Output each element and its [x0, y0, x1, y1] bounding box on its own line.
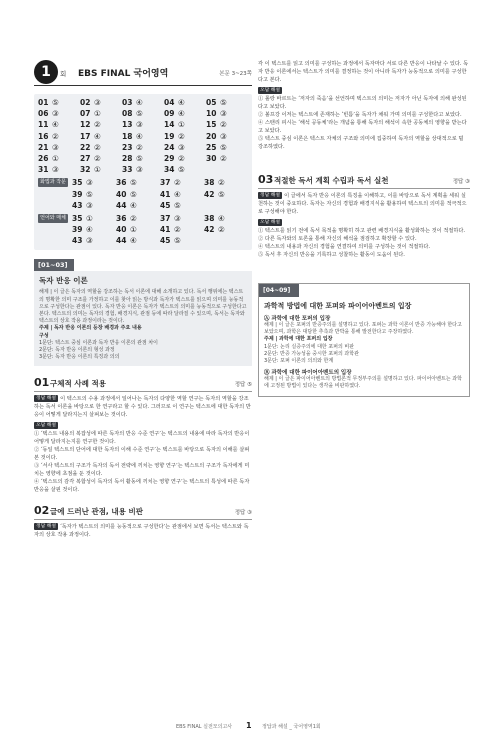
answer-cell	[80, 164, 122, 175]
passage2-sub-b-body: 해제 | 이 글은 파이어아벤트의 방법론적 무정부주의를 설명하고 있다. 파이어아벤트는 과학에 고정된 방법이 있다는 생각을 비판하였다.	[264, 376, 462, 390]
wrong-label: 오답 해설	[36, 423, 57, 429]
answer-cell	[164, 119, 206, 130]
footer-left: EBS FINAL 실전모의고사	[176, 724, 233, 730]
answer-question-number: 42	[204, 225, 215, 235]
question-answer: 정답 ③	[234, 510, 252, 517]
answer-question-number: 38	[204, 213, 215, 223]
answer-cell	[80, 142, 122, 153]
wrong-item: ② 볼프강 이저는 텍스트에 존재하는 ‘빈틈’을 독자가 채워 가며 의미를 구성한다고 보았다.	[258, 112, 462, 118]
answer-choice: ⑤	[174, 200, 181, 210]
answer-choice: ④	[52, 120, 59, 130]
answer-cell	[160, 213, 204, 224]
answer-question-number: 42	[204, 189, 215, 199]
answer-choice: ④	[130, 200, 137, 210]
answer-cell	[164, 97, 206, 108]
page-range: 본문 3~23쪽	[219, 71, 252, 77]
answer-question-number: 45	[160, 200, 171, 210]
answer-question-number: 43	[72, 200, 83, 210]
answer-question-number: 32	[80, 165, 91, 175]
answer-question-number: 01	[38, 98, 49, 107]
answer-cell	[164, 153, 206, 164]
answer-choice: ④	[218, 213, 225, 223]
explanation-label: 정답 해설	[36, 524, 57, 530]
exam-header	[34, 60, 252, 86]
answer-choice: ⑤	[130, 178, 137, 188]
explanation-label: 정답 해설	[36, 396, 57, 402]
answer-choice: ②	[94, 120, 101, 130]
explanation-body: 이 글에서 독자 반응 이론의 특징을 이해하고, 이를 바탕으로 독서 계획을 세워 실천하는 것이 중요하다. 독자는 자신의 경험과 배경지식을 활용하여 텍스트의 의미를 적극적으로 구성해야 한다.	[258, 193, 467, 215]
continued-text: 각 이 텍스트를 읽고 의미를 구성하는 과정에서 독자마다 서로 다른 반응이 나타날 수 있다. 독자 반응 이론에서는 텍스트가 의미를 결정하는 것이 아니라 독자가 능동적으로 의미를 구성한다고 본다.	[258, 61, 469, 83]
passage2-structure-item: 1문단: 논리 실증주의에 대한 포퍼의 비판	[264, 343, 355, 350]
wrong-explanation	[258, 87, 470, 151]
answer-question-number: 23	[122, 142, 133, 152]
answer-choice: ④	[94, 131, 101, 141]
question-title: 글에 드러난 관점, 내용 비판	[50, 507, 143, 517]
answer-choice: ①	[130, 225, 137, 235]
answer-cell	[206, 108, 248, 119]
answer-question-number: 26	[38, 153, 49, 163]
answer-grid-language-media	[72, 213, 248, 247]
passage2-range-label: [04~09]	[259, 284, 299, 297]
passage-body: 해제 | 이 글은 독자의 역할을 강조하는 독서 이론에 대해 소개하고 있다. 독서 행위에는 텍스트의 명확한 의미 구조를 가정하고 이를 찾아 읽는 방식과 독자가 텍스트를 읽으며 의미를 능동적으로 구성한다는 관점이 있다. 독자 반응 이론은 독자가 텍스트의 의미를 능동적으로 구성한다고 본다. 텍스트의 의미는 독자의 경험, 배경지식, 관점 등에 따라 달라질 수 있으며, 독서는 독자와 텍스트의 상호 작용 과정이라는 것이다.	[39, 289, 247, 325]
passage2-structure-item: 2문단: 반증 가능성을 중시한 포퍼의 과학관	[264, 350, 359, 357]
passage-theme: 주제 | 독자 반응 이론의 등장 배경과 주요 내용	[39, 325, 142, 332]
answer-cell	[204, 224, 248, 235]
answer-choice: ④	[136, 131, 143, 141]
answer-cell	[38, 131, 80, 142]
passage2-box	[258, 283, 470, 397]
answer-question-number: 06	[38, 109, 49, 119]
answer-choice: ⑤	[130, 189, 137, 199]
wrong-label: 오답 해설	[260, 220, 281, 225]
left-column	[34, 60, 252, 539]
answer-question-number: 31	[38, 165, 49, 175]
question-number: 01	[34, 376, 50, 390]
answer-question-number: 08	[122, 109, 133, 119]
answer-cell	[122, 164, 164, 175]
answer-question-number: 44	[116, 236, 127, 246]
answer-cell	[80, 119, 122, 130]
answer-cell	[116, 189, 160, 200]
answer-cell	[160, 224, 204, 235]
answer-cell	[80, 108, 122, 119]
answer-choice: ④	[136, 98, 143, 107]
answer-section-a	[38, 177, 248, 211]
answer-choice: ②	[94, 142, 101, 152]
answer-question-number: 21	[38, 142, 49, 152]
answer-choice: ⑤	[52, 98, 59, 107]
answer-choice: ④	[130, 236, 137, 246]
passage2-inner	[259, 297, 469, 396]
answer-cell	[122, 119, 164, 130]
answer-cell	[38, 108, 80, 119]
answer-cell	[122, 97, 164, 108]
answer-question-number: 12	[80, 120, 91, 130]
passage-structure-item: 2문단: 독자 반응 이론의 형성 과정	[39, 347, 115, 354]
answer-question-number: 02	[80, 98, 91, 107]
answer-cell	[38, 164, 80, 175]
answer-cell	[122, 153, 164, 164]
round-suffix: 회	[60, 70, 67, 78]
answer-question-number: 11	[38, 120, 49, 130]
passage2-sub-a: Ⓐ 과학에 대한 포퍼의 입장	[264, 316, 331, 322]
exam-title	[78, 66, 168, 79]
answer-choice: ①	[52, 153, 59, 163]
explanation-body: 이 텍스트의 수용 과정에서 일어나는 독자의 다양한 역할 연구는 독자의 역할을 강조하는 독서 이론을 바탕으로 한 연구라고 할 수 있다. 그러므로 이 연구는 텍스트에 대한 독자의 반응이 어떻게 달라지는지 살펴보는 것이다.	[34, 396, 251, 419]
answer-choice: ③	[178, 142, 185, 152]
answer-choice: ③	[86, 200, 93, 210]
section-tag-speech-writing: 화법과 작문	[38, 178, 68, 187]
answer-grid-speech-writing	[72, 177, 248, 211]
wrong-item: ① 롤랑 바르트는 ‘저자의 죽음’을 선언하며 텍스트의 의미는 저자가 아닌 독자에 의해 완성된다고 보았다.	[258, 96, 467, 110]
answer-cell	[160, 177, 204, 188]
wrong-explanation	[258, 219, 470, 259]
question-title: 구체적 사례 적용	[50, 379, 106, 389]
answer-choice: ⑤	[178, 165, 185, 175]
answer-question-number: 04	[164, 98, 175, 107]
answer-cell	[116, 235, 160, 246]
answer-question-number: 03	[122, 98, 133, 107]
answer-cell	[204, 177, 248, 188]
answer-question-number: 40	[116, 225, 127, 235]
explanation-text	[34, 523, 252, 539]
answer-question-number: 20	[206, 131, 217, 141]
answer-question-number: 38	[204, 178, 215, 188]
passage2-sub-b: Ⓑ 과학에 대한 파이어아벤트의 입장	[264, 370, 352, 377]
page-footer	[0, 723, 500, 735]
answer-choice: ⑤	[218, 189, 225, 199]
wrong-item: ① 텍스트를 읽기 전에 독서 목적을 명확히 하고 관련 배경지식을 활성화하는 것이 적절하다.	[258, 228, 466, 234]
footer-page-number: 1	[246, 721, 252, 730]
wrong-item: ⑤ 독서 후 자신의 반응을 기록하고 성찰하는 활동이 도움이 된다.	[258, 252, 405, 258]
answer-question-number: 37	[160, 213, 171, 223]
answer-question-number: 27	[80, 153, 91, 163]
answer-cell	[38, 97, 80, 108]
answer-question-number: 25	[206, 142, 217, 152]
answer-cell	[80, 131, 122, 142]
answer-question-number: 10	[206, 109, 217, 119]
answer-question-number: 37	[160, 178, 171, 188]
answer-cell	[72, 235, 116, 246]
answer-choice: ①	[94, 165, 101, 175]
answer-choice: ②	[94, 153, 101, 163]
answer-cell	[116, 213, 160, 224]
answer-question-number: 14	[164, 120, 175, 130]
answer-question-number: 41	[160, 189, 171, 199]
answer-choice: ③	[94, 98, 101, 107]
answer-choice: ②	[218, 178, 225, 188]
exam-title-subject: 국어영역	[133, 69, 169, 79]
wrong-item: ② 다른 독자와의 토론을 통해 자신의 해석을 점검하고 확장할 수 있다.	[258, 236, 417, 242]
answer-choice: ⑤	[174, 236, 181, 246]
answer-table	[34, 94, 252, 250]
answer-question-number: 15	[206, 120, 217, 130]
wrong-item: ④ ‘텍스트의 감각 복합성이 독자의 독서 활동에 끼치는 영향 연구’는 텍스트의 특성에 따른 독자 반응을 살핀 것이다.	[34, 479, 250, 494]
answer-choice: ⑤	[220, 98, 227, 107]
answer-question-number: 40	[116, 189, 127, 199]
answer-cell	[164, 108, 206, 119]
answer-choice: ②	[174, 178, 181, 188]
answer-question-number: 36	[116, 213, 127, 223]
passage-summary-box	[34, 271, 252, 366]
answer-cell	[160, 200, 204, 211]
answer-choice: ③	[52, 142, 59, 152]
passage-structure-label: 구성	[39, 332, 49, 339]
answer-question-number: 41	[160, 225, 171, 235]
answer-choice: ②	[218, 225, 225, 235]
answer-question-number: 35	[72, 178, 83, 188]
answer-choice: ⑤	[86, 189, 93, 199]
answer-choice: ③	[220, 109, 227, 119]
answer-cell	[38, 119, 80, 130]
answer-cell	[38, 153, 80, 164]
answer-question-number: 44	[116, 200, 127, 210]
answer-cell	[204, 189, 248, 200]
question-header	[34, 504, 252, 520]
answer-question-number: 33	[122, 165, 133, 175]
answer-choice: ③	[86, 236, 93, 246]
question-answer: 정답 ⑤	[234, 382, 252, 389]
answer-cell	[122, 108, 164, 119]
round-number-badge: 1	[34, 60, 58, 84]
answer-choice: ③	[52, 165, 59, 175]
passage-structure-item: 3문단: 독자 반응 이론의 특징과 의의	[39, 354, 120, 361]
answer-cell	[204, 213, 248, 224]
wrong-item: ① ‘텍스트 내용의 복잡성에 따른 독자의 반응 수준 연구’는 텍스트의 내용에 따라 독자의 반응이 어떻게 달라지는지를 연구한 것이다.	[34, 431, 250, 446]
answer-choice: ②	[52, 131, 59, 141]
question-answer: 정답 ③	[452, 179, 470, 185]
answer-cell	[116, 177, 160, 188]
answer-question-number: 07	[80, 109, 91, 119]
answer-cell	[164, 142, 206, 153]
answer-choice: ⑤	[220, 142, 227, 152]
answer-question-number: 28	[122, 153, 133, 163]
section-tag-language-media: 언어와 매체	[38, 214, 68, 223]
answer-cell	[160, 235, 204, 246]
answer-cell	[164, 131, 206, 142]
answer-choice: ②	[220, 120, 227, 130]
question-header	[34, 376, 252, 392]
passage2-sub-a-theme: 주제 | 과학에 대한 포퍼의 입장	[264, 336, 333, 343]
wrong-explanation	[34, 422, 252, 494]
wrong-label: 오답 해설	[260, 88, 281, 93]
passage2-sub-a-body: 해제 | 이 글은 포퍼의 반증주의를 설명하고 있다. 포퍼는 과학 이론이 반증 가능해야 한다고 보았으며, 과학은 대담한 추측과 반박을 통해 발전한다고 주장하였다.	[264, 322, 462, 336]
answer-question-number: 39	[72, 189, 83, 199]
question-title: 적절한 독서 계획 수립과 독서 실천	[274, 176, 389, 185]
answer-cell	[122, 131, 164, 142]
passage-title: 독자 반응 이론	[39, 276, 88, 286]
answer-choice: ④	[86, 225, 93, 235]
answer-choice: ②	[130, 213, 137, 223]
answer-choice: ③	[220, 131, 227, 141]
answer-cell	[122, 142, 164, 153]
answer-choice: ②	[220, 153, 227, 163]
answer-question-number: 17	[80, 131, 91, 141]
answer-cell	[204, 200, 248, 211]
question-number: 02	[34, 504, 50, 518]
answer-choice: ①	[86, 213, 93, 223]
answer-cell	[72, 177, 116, 188]
answer-choice: ⑤	[136, 109, 143, 119]
footer-right: 정답과 해설 _ 국어영역1회	[262, 724, 321, 730]
answer-cell	[72, 200, 116, 211]
answer-question-number: 16	[38, 131, 49, 141]
explanation-label: 정답 해설	[260, 193, 281, 198]
explanation-text	[34, 395, 252, 419]
explanation-text	[258, 192, 470, 216]
answer-question-number: 22	[80, 142, 91, 152]
answer-cell	[116, 224, 160, 235]
passage2-structure-item: 3문단: 포퍼 이론의 의의와 한계	[264, 358, 334, 365]
answer-cell	[206, 164, 248, 175]
answer-question-number: 18	[122, 131, 133, 141]
answer-question-number: 05	[206, 98, 217, 107]
wrong-item: ④ 텍스트의 내용과 자신의 경험을 연결하여 의미를 구성하는 것이 적절하다.	[258, 244, 431, 250]
answer-cell	[206, 131, 248, 142]
question-number: 03	[258, 173, 274, 186]
answer-question-number: 36	[116, 178, 127, 188]
answer-question-number: 13	[122, 120, 133, 130]
answer-question-number: 35	[72, 213, 83, 223]
answer-choice: ④	[174, 189, 181, 199]
exam-title-prefix: EBS FINAL	[78, 69, 131, 79]
answer-question-number: 29	[164, 153, 175, 163]
answer-cell	[206, 153, 248, 164]
passage-range-label: [01~03]	[34, 259, 74, 271]
wrong-item: ④ 스탠리 피시는 ‘해석 공동체’라는 개념을 통해 독자의 해석이 속한 공동체의 영향을 받는다고 보았다.	[258, 120, 467, 134]
answer-cell	[72, 224, 116, 235]
answer-cell	[164, 164, 206, 175]
answer-question-number: 34	[164, 165, 175, 175]
answer-choice: ⑤	[136, 153, 143, 163]
answer-cell	[160, 189, 204, 200]
answer-choice: ③	[86, 178, 93, 188]
answer-question-number: 19	[164, 131, 175, 141]
answer-question-number: 30	[206, 153, 217, 163]
passage2-title: 과학적 방법에 대한 포퍼와 파이어아벤트의 입장	[264, 302, 412, 310]
question-header	[258, 173, 470, 189]
answer-cell	[38, 142, 80, 153]
answer-choice: ③	[174, 213, 181, 223]
wrong-item: ③ ‘서사 텍스트의 구조가 독자의 독서 전략에 끼치는 영향 연구’는 텍스트의 구조가 독자에게 미치는 영향에 초점을 둔 것이다.	[34, 463, 250, 478]
answer-choice: ②	[174, 225, 181, 235]
answer-grid-common	[38, 97, 248, 175]
wrong-item: ⑤ 텍스트 중심 이론은 텍스트 자체의 구조와 의미에 집중하여 독자의 역할을 상대적으로 덜 강조하였다.	[258, 136, 464, 150]
answer-choice: ②	[178, 131, 185, 141]
answer-choice: ②	[178, 153, 185, 163]
answer-cell	[206, 97, 248, 108]
right-column	[258, 60, 470, 397]
answer-cell	[206, 142, 248, 153]
answer-cell	[72, 213, 116, 224]
answer-cell	[206, 119, 248, 130]
answer-question-number: 43	[72, 236, 83, 246]
answer-choice: ④	[178, 98, 185, 107]
passage-structure-item: 1문단: 텍스트 중심 이론과 독자 반응 이론의 관점 차이	[39, 339, 159, 346]
answer-cell	[80, 153, 122, 164]
answer-cell	[204, 235, 248, 246]
answer-cell	[116, 200, 160, 211]
answer-question-number: 39	[72, 225, 83, 235]
answer-choice: ③	[136, 165, 143, 175]
answer-choice: ①	[178, 120, 185, 130]
answer-section-b	[38, 213, 248, 247]
answer-question-number: 45	[160, 236, 171, 246]
answer-choice: ①	[94, 109, 101, 119]
answer-choice: ③	[52, 109, 59, 119]
answer-choice: ③	[136, 120, 143, 130]
answer-choice: ②	[136, 142, 143, 152]
answer-question-number: 09	[164, 109, 175, 119]
answer-cell	[80, 97, 122, 108]
answer-question-number: 24	[164, 142, 175, 152]
explanation-body: ‘독자가 텍스트의 의미를 능동적으로 구성한다’는 관점에서 보면 독서는 텍스트와 독자의 상호 작용 과정이다.	[34, 524, 249, 539]
answer-cell	[72, 189, 116, 200]
answer-choice: ④	[178, 109, 185, 119]
wrong-item: ② ‘동일 텍스트의 단어에 대한 독자의 이해 수준 연구’는 텍스트를 바탕으로 독자의 이해를 살펴본 것이다.	[34, 447, 250, 462]
